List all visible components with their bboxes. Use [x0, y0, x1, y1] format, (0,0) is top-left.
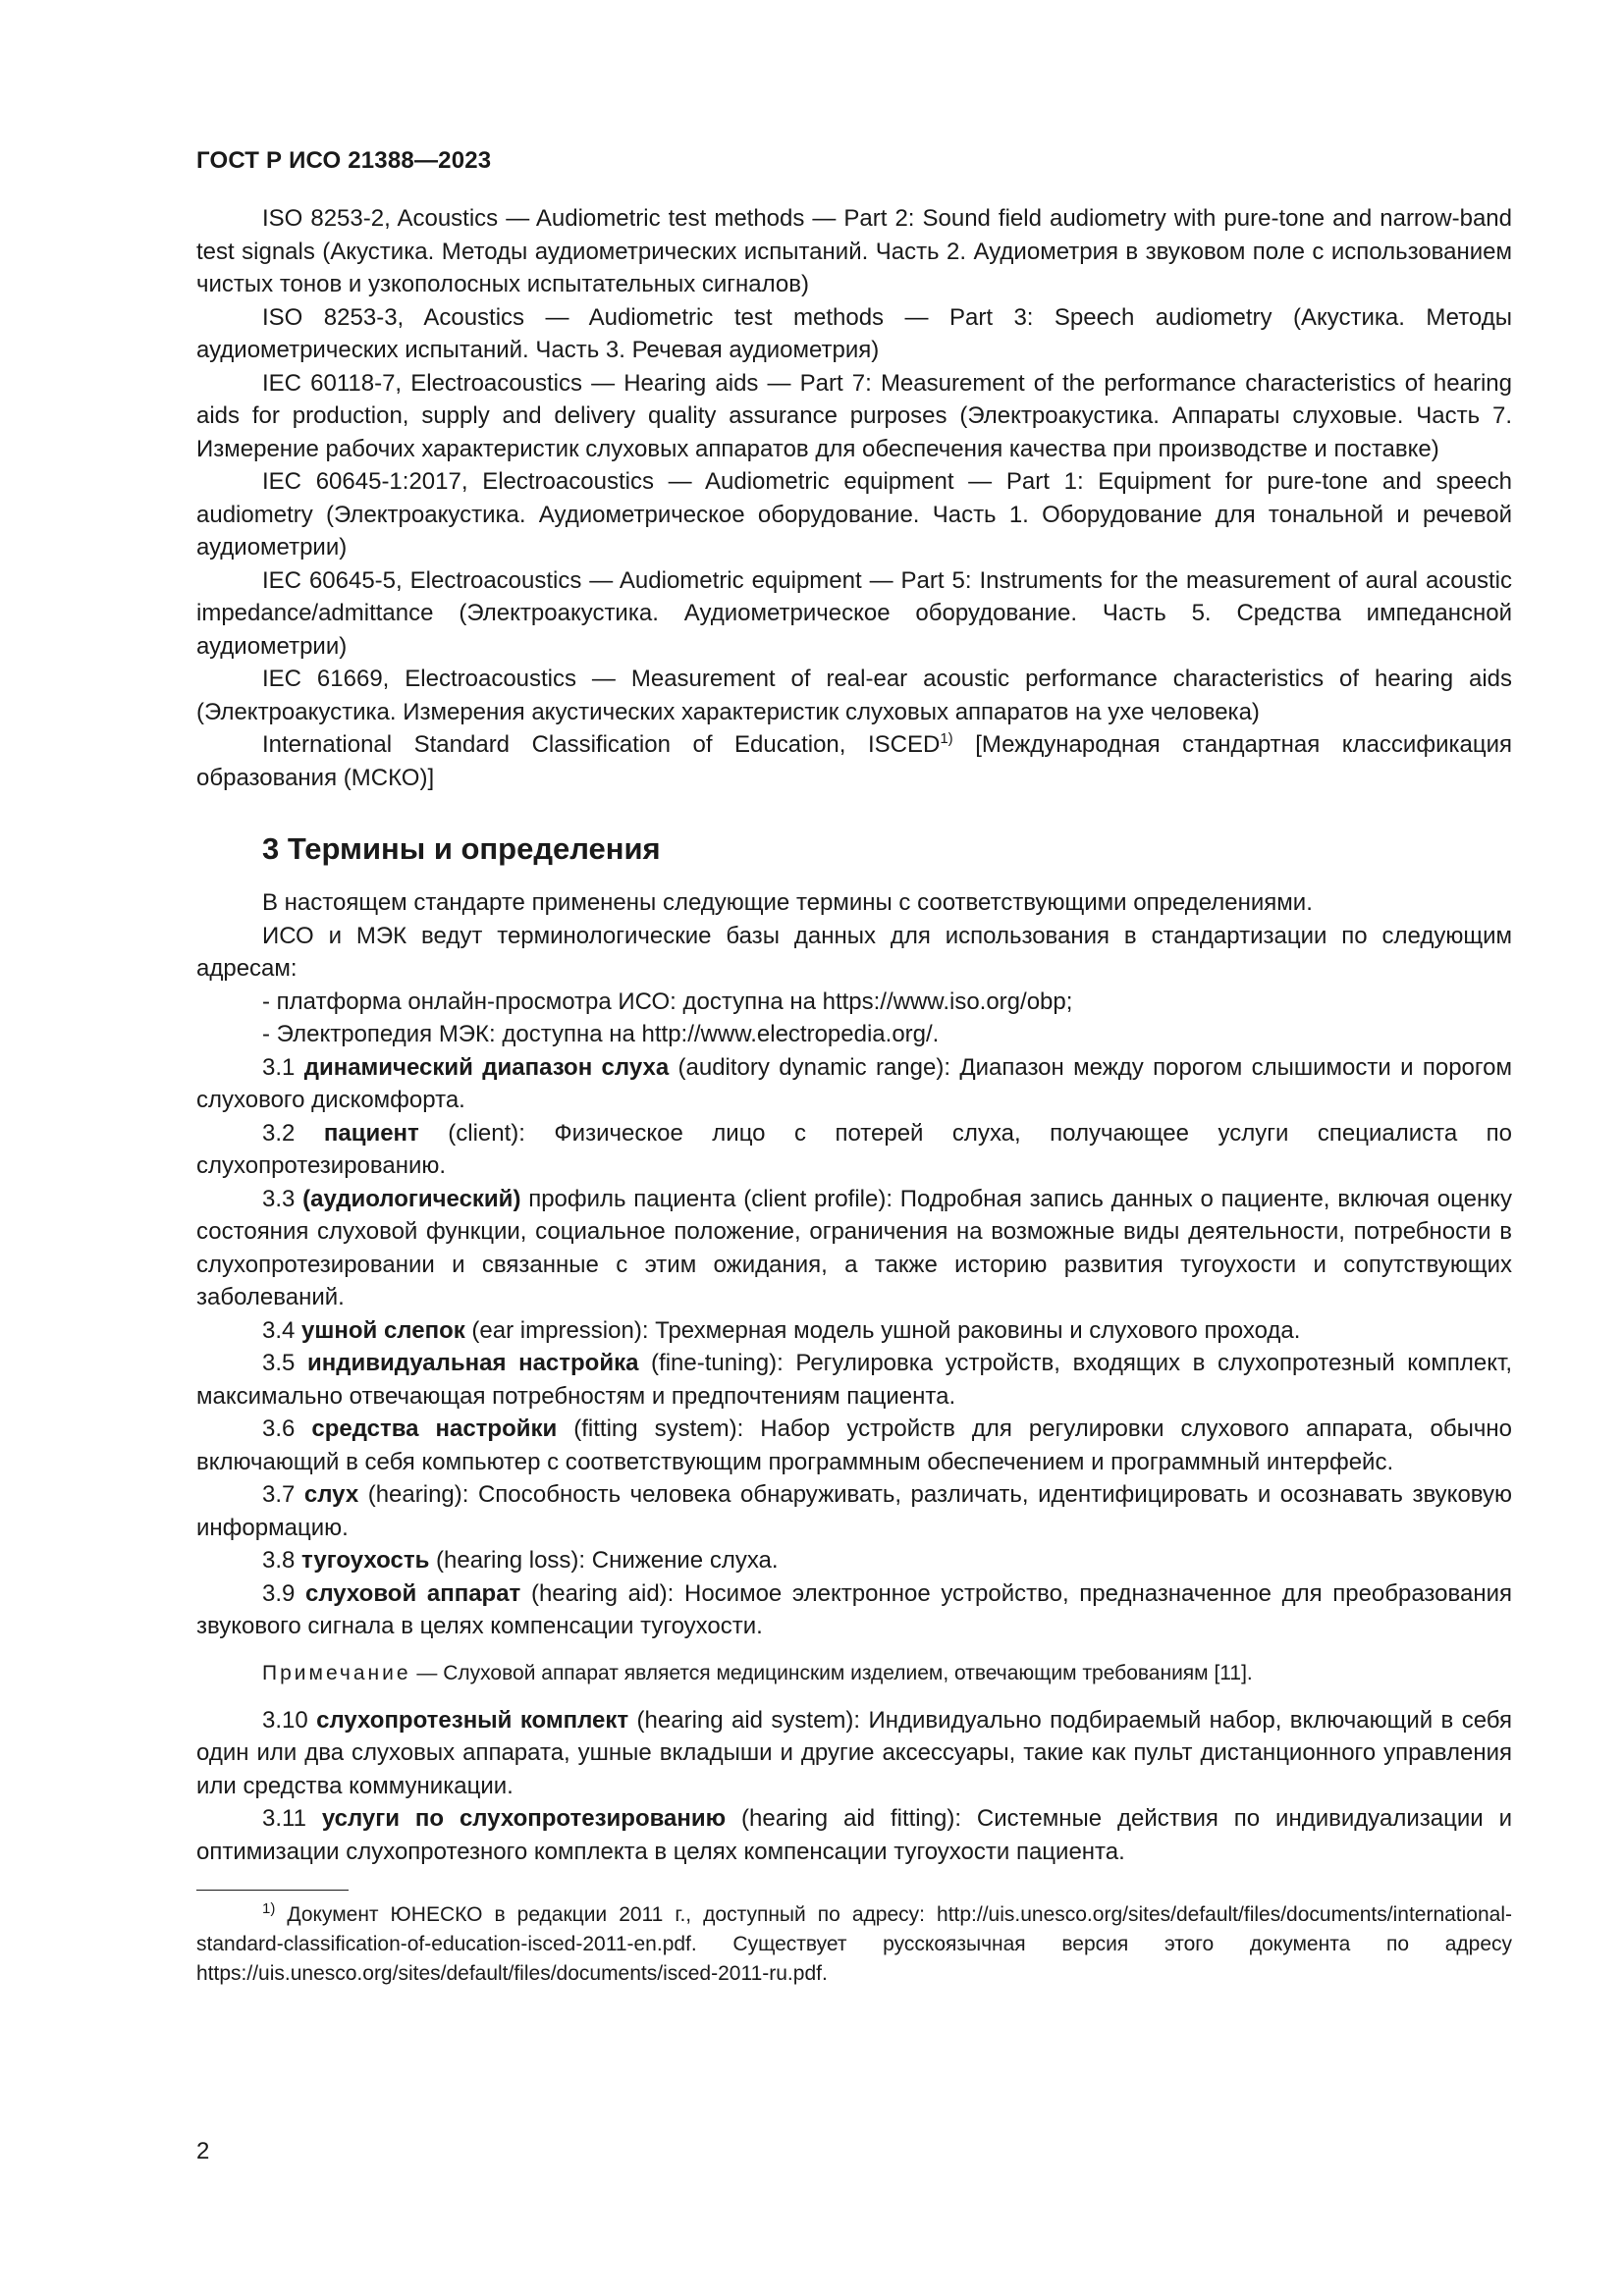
note-text: — Слуховой аппарат является медицинским изделием, отвечающим требованиям [11].: [410, 1661, 1253, 1684]
term-number: 3.11: [262, 1805, 322, 1832]
term-name: динамический диапазон слуха: [303, 1053, 670, 1081]
term-definition: (ear impression): Трехмерная модель ушной раковины и слухового прохода.: [464, 1316, 1301, 1344]
list-item: - Электропедия МЭК: доступна на http://www.electropedia.org/.: [262, 1021, 940, 1047]
term-number: 3.8: [262, 1547, 302, 1574]
term-number: 3.2: [262, 1119, 324, 1147]
list-item: - платформа онлайн-просмотра ИСО: доступна на https://www.iso.org/obp;: [262, 988, 1073, 1015]
term-entry: [196, 1704, 1512, 1803]
term-number: 3.10: [262, 1706, 317, 1734]
reference-item: IEC 60645-1:2017, Electroacoustics — Audiometric equipment — Part 1: Equipment for pure-tone and speech audiometry (Электроакустика. Аудиометрическое оборудование. Часть 1. Оборудование для тональной и речевой аудиометрии): [196, 468, 1512, 561]
document-page: [196, 147, 1512, 1989]
term-entry: [196, 1802, 1512, 1868]
term-number: 3.9: [262, 1579, 306, 1607]
reference-item: IEC 60118-7, Electroacoustics — Hearing aids — Part 7: Measurement of the performance characteristics of hearing aids for production, supply and delivery quality assurance purposes (Электроакустика. Аппараты слуховые. Часть 7. Измерение рабочих характеристик слуховых аппаратов для обеспечения качества при производстве и поставке): [196, 369, 1512, 462]
note-label: Примечание: [262, 1661, 411, 1684]
footnote: [196, 1900, 1512, 1989]
term-name: слуховой аппарат: [305, 1579, 521, 1607]
term-definition: (fitting system): Набор устройств для регулировки слухового аппарата, обычно включающий в себя компьютер с соответствующим программным обеспечением и программный интерфейс.: [196, 1415, 1513, 1475]
term-number: 3.7: [262, 1481, 304, 1508]
term-definition: (auditory dynamic range): Диапазон между порогом слышимости и порогом слухового дискомфорта.: [196, 1053, 1512, 1113]
term-definition: (hearing): Способность человека обнаруживать, различать, идентифицировать и осознавать звуковую информацию.: [196, 1481, 1513, 1541]
reference-item: IEC 61669, Electroacoustics — Measurement of real-ear acoustic performance characteristics of hearing aids (Электроакустика. Измерения акустических характеристик слуховых аппаратов на ухе человека): [196, 666, 1512, 725]
page-number: 2: [196, 2138, 210, 2164]
term-number: 3.4: [262, 1316, 302, 1344]
term-entry: [196, 1183, 1512, 1314]
reference-item: IEC 60645-5, Electroacoustics — Audiometric equipment — Part 5: Instruments for the measurement of aural acoustic impedance/admittance (Электроакустика. Аудиометрическое оборудование. Часть 5. Средства импедансной аудиометрии): [196, 566, 1512, 660]
footnote-divider: [196, 1890, 349, 1891]
isced-text-rest: [Международная стандартная классификация образования (МСКО)]: [196, 731, 1512, 791]
term-name: слухопротезный комплект: [316, 1706, 629, 1734]
footnote-marker: 1): [262, 1900, 276, 1917]
term-name: тугоухость: [301, 1547, 430, 1574]
term-name: (аудиологический): [302, 1185, 521, 1212]
term-number: 3.1: [262, 1053, 304, 1081]
intro-paragraph: В настоящем стандарте применены следующие термины с соответствующими определениями.: [262, 889, 1313, 916]
note-paragraph: [196, 1659, 1512, 1688]
reference-item: ISO 8253-3, Acoustics — Audiometric test methods — Part 3: Speech audiometry (Акустика. Методы аудиометрических испытаний. Часть 3. Речевая аудиометрия): [196, 303, 1512, 363]
term-name: индивидуальная настройка: [306, 1350, 639, 1376]
reference-item: ISO 8253-2, Acoustics — Audiometric test methods — Part 2: Sound field audiometry with pure-tone and narrow-band test signals (Акустика. Методы аудиометрических испытаний. Часть 2. Аудиометрия в звуковом поле с использованием чистых тонов и узкополосных испытательных сигналов): [196, 205, 1512, 297]
reference-isced: [196, 728, 1512, 794]
isced-text: International Standard Classification of Education, ISCED: [262, 731, 941, 758]
term-entry: [196, 1577, 1512, 1643]
term-name: средства настройки: [311, 1415, 558, 1442]
term-entry: [196, 1314, 1512, 1348]
footnote-text: Документ ЮНЕСКО в редакции 2011 г., доступный по адресу: http://uis.unesco.org/sites/default/files/documents/international-standard-classification-of-education-isced-2011-en.pdf. Существует русскоязычная версия этого документа по адресу https://uis.unesco.org/sites/default/files/documents/isced-2011-ru.pdf.: [196, 1903, 1512, 1985]
term-entry: [196, 1413, 1512, 1478]
section-heading: 3 Термины и определения: [262, 831, 661, 866]
term-entry: [196, 1478, 1512, 1544]
term-entry: [196, 1051, 1512, 1117]
term-entry: [196, 1347, 1512, 1413]
term-number: 3.3: [262, 1185, 303, 1212]
term-name: пациент: [323, 1119, 419, 1147]
term-entry: [196, 1117, 1512, 1183]
term-definition: (fine-tuning): Регулировка устройств, входящих в слухопротезный комплект, максимально отвечающая потребностям и предпочтениям пациента.: [196, 1350, 1513, 1410]
term-name: слух: [303, 1481, 359, 1508]
term-definition: профиль пациента (client profile): Подробная запись данных о пациенте, включая оценку состояния слуховой функции, социальное положение, ограничения на возможные виды деятельности, потребности в слухопротезировании и связанные с этим ожидания, а также историю развития тугоухости и сопутствующих заболеваний.: [196, 1185, 1512, 1310]
footnote-marker: 1): [940, 730, 953, 747]
term-definition: (hearing aid fitting): Системные действия по индивидуализации и оптимизации слухопротезного комплекта в целях компенсации тугоухости пациента.: [196, 1805, 1512, 1865]
term-definition: (client): Физическое лицо с потерей слуха, получающее услуги специалиста по слухопротезированию.: [196, 1119, 1512, 1179]
term-definition: (hearing aid): Носимое электронное устройство, предназначенное для преобразования звукового сигнала в целях компенсации тугоухости.: [196, 1579, 1512, 1639]
intro-paragraph: ИСО и МЭК ведут терминологические базы данных для использования в стандартизации по следующим адресам:: [196, 922, 1512, 982]
term-definition: (hearing aid system): Индивидуально подбираемый набор, включающий в себя один или два слуховых аппарата, ушные вкладыши и другие аксессуары, такие как пульт дистанционного управления или средства коммуникации.: [196, 1706, 1512, 1799]
term-name: услуги по слухопротезированию: [321, 1805, 727, 1832]
term-number: 3.6: [262, 1415, 312, 1442]
term-name: ушной слепок: [301, 1316, 465, 1344]
term-definition: (hearing loss): Снижение слуха.: [429, 1547, 779, 1574]
document-header: ГОСТ Р ИСО 21388—2023: [196, 147, 492, 174]
term-entry: [196, 1544, 1512, 1577]
term-number: 3.5: [262, 1350, 307, 1376]
